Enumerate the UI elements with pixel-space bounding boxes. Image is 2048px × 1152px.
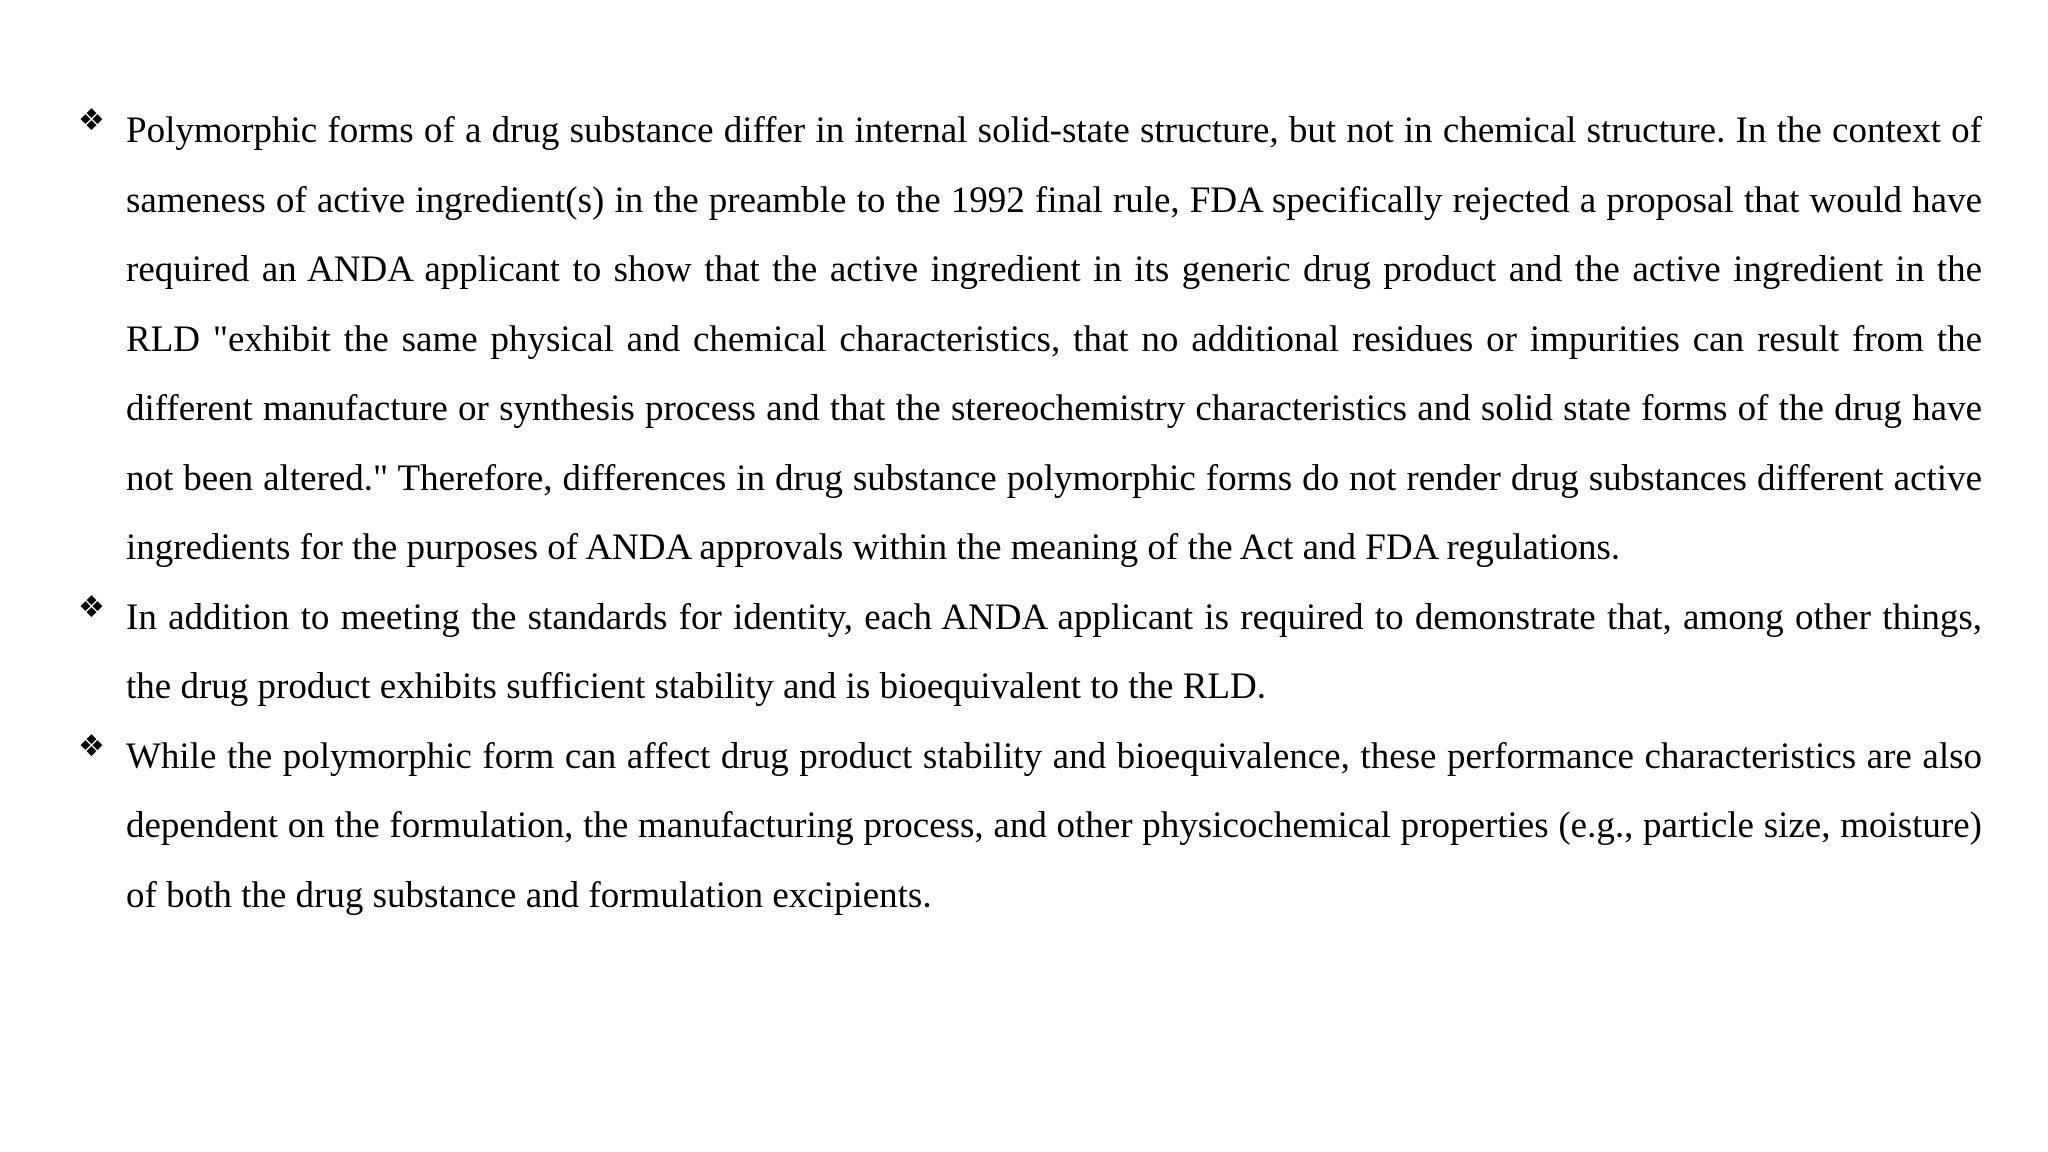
bullet-item	[78, 722, 1982, 931]
bullet-text: In addition to meeting the standards for identity, each ANDA applicant is required to demonstrate that, among other things, the drug product exhibits sufficient stability and is bioequivalent to the RLD.	[126, 596, 1982, 707]
bullet-text: Polymorphic forms of a drug substance differ in internal solid-state structure, but not in chemical structure. In the context of sameness of active ingredient(s) in the preamble to the 1992 final rule, FDA specifically rejected a proposal that would have required an ANDA applicant to show that the active ingredient in its generic drug product and the active ingredient in the RLD "exhibit the same physical and chemical characteristics, that no additional residues or impurities can result from the different manufacture or synthesis process and that the stereochemistry characteristics and solid state forms of the drug have not been altered." Therefore, differences in drug substance polymorphic forms do not render drug substances different active ingredients for the purposes of ANDA approvals within the meaning of the Act and FDA regulations.	[126, 110, 1982, 568]
bullet-item	[78, 583, 1982, 722]
bullet-list	[78, 96, 1982, 930]
bullet-text: While the polymorphic form can affect drug product stability and bioequivalence, these performance characteristics are also dependent on the formulation, the manufacturing process, and other physicochemical properties (e.g., particle size, moisture) of both the drug substance and formulation excipients.	[126, 735, 1982, 916]
diamond-bullet-icon: ❖	[78, 728, 105, 764]
diamond-bullet-icon: ❖	[78, 589, 105, 625]
bullet-item	[78, 96, 1982, 583]
diamond-bullet-icon: ❖	[78, 103, 105, 138]
